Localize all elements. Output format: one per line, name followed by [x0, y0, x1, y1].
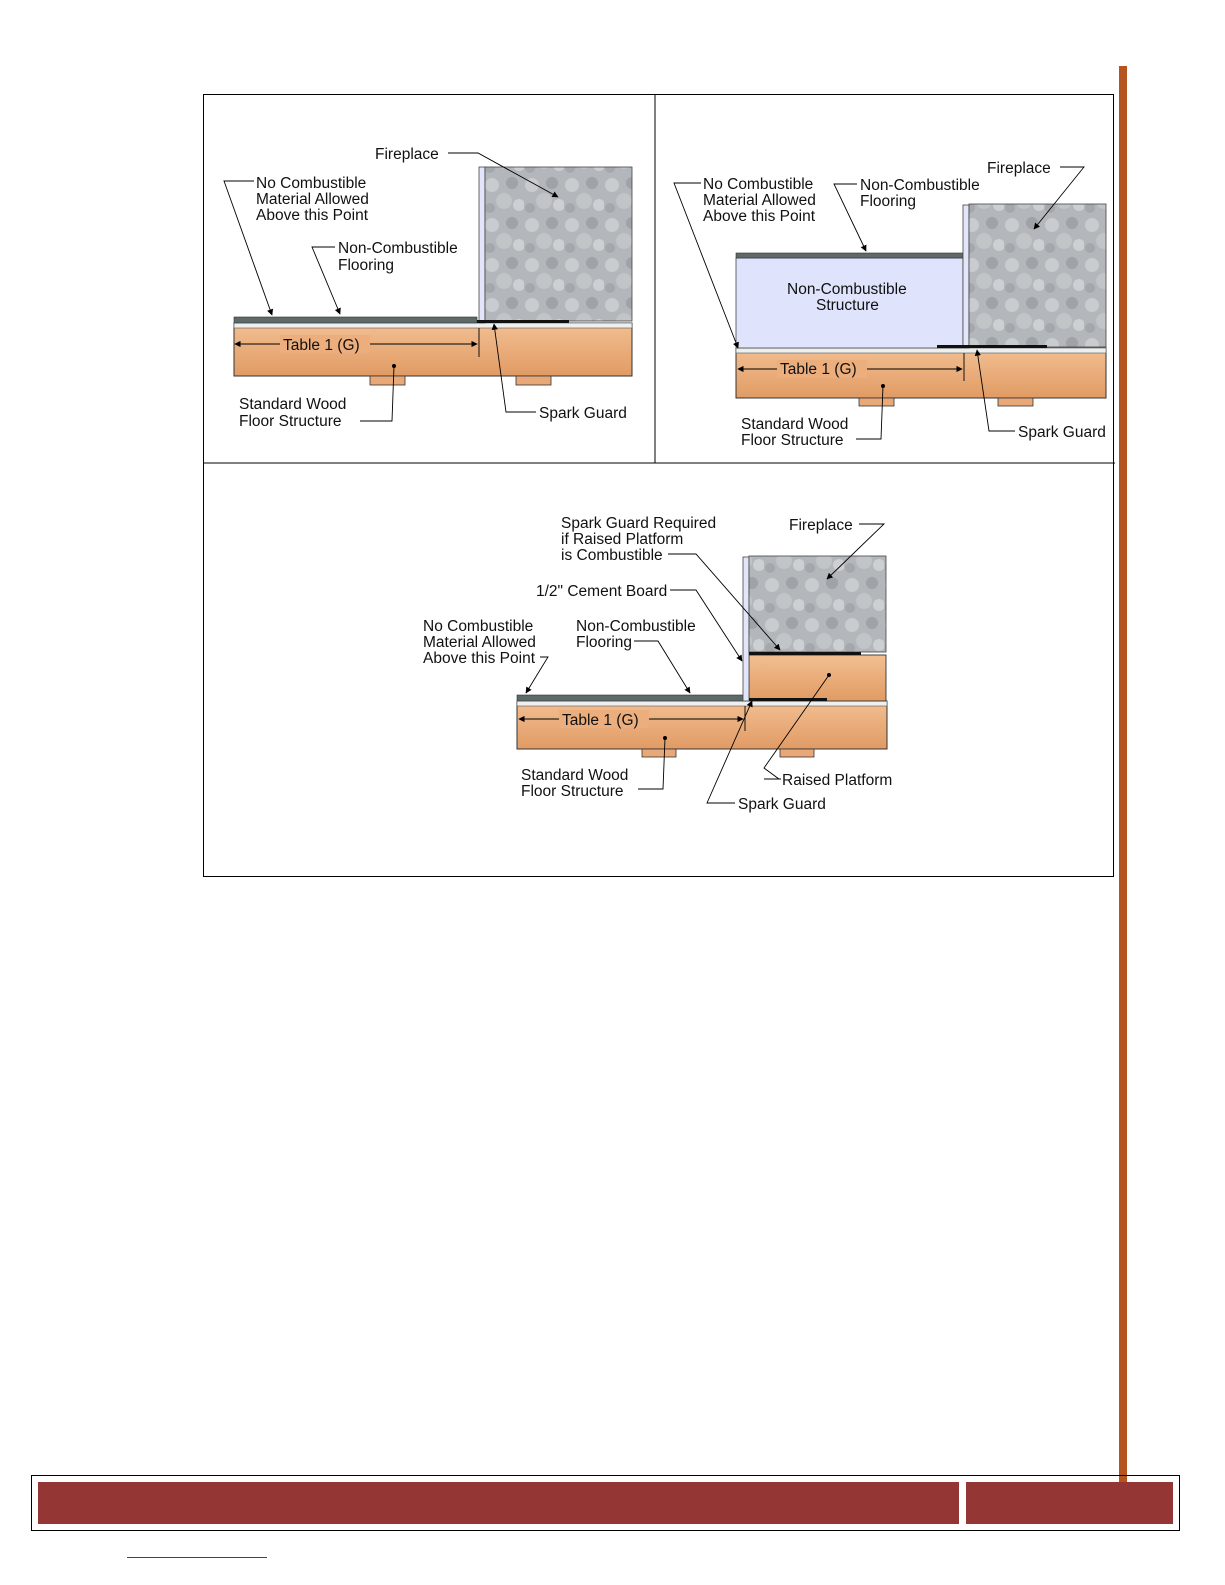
standard-wood-label-b-2: Floor Structure — [741, 432, 844, 449]
cement-board-c — [743, 557, 749, 701]
raised-platform-label: Raised Platform — [782, 772, 893, 789]
non-combustible-flooring-b — [736, 253, 963, 258]
joist-c1 — [642, 749, 676, 757]
right-margin-rule — [1119, 66, 1127, 1484]
joist-b1 — [859, 398, 894, 406]
no-combustible-label-a-1: No Combustible — [256, 175, 367, 192]
spark-guard-label-b: Spark Guard — [1018, 424, 1106, 441]
no-combustible-label-b-3: Above this Point — [703, 208, 816, 225]
standard-wood-label-c-1: Standard Wood — [521, 767, 629, 784]
standard-wood-label-a-1: Standard Wood — [239, 396, 347, 413]
no-combustible-label-c-1: No Combustible — [423, 618, 534, 635]
footer-bar-side — [966, 1482, 1173, 1524]
bottom-link-underline — [127, 1557, 267, 1558]
spark-guard-required-label-1: Spark Guard Required — [561, 515, 717, 532]
joist-a2 — [516, 376, 551, 385]
spark-guard-label-c: Spark Guard — [738, 796, 826, 813]
table-label-a: Table 1 (G) — [283, 337, 360, 354]
flooring-label-b-2: Flooring — [860, 193, 916, 210]
joist-b2 — [998, 398, 1033, 406]
no-combustible-label-b-1: No Combustible — [703, 176, 814, 193]
spark-guard-required-label-2: if Raised Platform — [561, 531, 684, 548]
raised-platform-c — [749, 655, 886, 701]
no-combustible-label-a-3: Above this Point — [256, 207, 369, 224]
flooring-label-c-2: Flooring — [576, 634, 632, 651]
flooring-label-a-1: Non-Combustible — [338, 240, 458, 257]
no-combustible-label-b-2: Material Allowed — [703, 192, 816, 209]
structure-label-b-1: Non-Combustible — [787, 281, 907, 298]
flooring-label-a-2: Flooring — [338, 257, 394, 274]
table-label-c: Table 1 (G) — [562, 712, 639, 729]
panel-b — [674, 160, 1106, 449]
page-footer — [31, 1475, 1180, 1531]
hearth-diagram-figure — [203, 94, 1114, 877]
standard-wood-label-c-2: Floor Structure — [521, 783, 624, 800]
standard-wood-label-a-2: Floor Structure — [239, 413, 342, 430]
footer-bar-main — [38, 1482, 959, 1524]
fireplace-a — [485, 167, 632, 321]
fireplace-label-c: Fireplace — [789, 517, 853, 534]
structure-label-b-2: Structure — [816, 297, 879, 314]
spark-guard-label-a: Spark Guard — [539, 405, 627, 422]
spark-guard-required-label-3: is Combustible — [561, 547, 663, 564]
no-combustible-label-c-2: Material Allowed — [423, 634, 536, 651]
non-combustible-flooring-c — [517, 695, 747, 701]
standard-wood-label-b-1: Standard Wood — [741, 416, 849, 433]
joist-c2 — [780, 749, 814, 757]
joist-a1 — [370, 376, 405, 385]
fireplace-label-b: Fireplace — [987, 160, 1051, 177]
table-label-b: Table 1 (G) — [780, 361, 857, 378]
no-combustible-label-a-2: Material Allowed — [256, 191, 369, 208]
fireplace-label-a: Fireplace — [375, 146, 439, 163]
flooring-label-b-1: Non-Combustible — [860, 177, 980, 194]
panel-c — [423, 515, 892, 813]
flooring-label-c-1: Non-Combustible — [576, 618, 696, 635]
fireplace-b — [969, 204, 1106, 347]
non-combustible-flooring-a — [234, 317, 477, 323]
cement-board-label: 1/2" Cement Board — [536, 583, 668, 600]
no-combustible-label-c-3: Above this Point — [423, 650, 536, 667]
panel-a — [224, 146, 632, 430]
